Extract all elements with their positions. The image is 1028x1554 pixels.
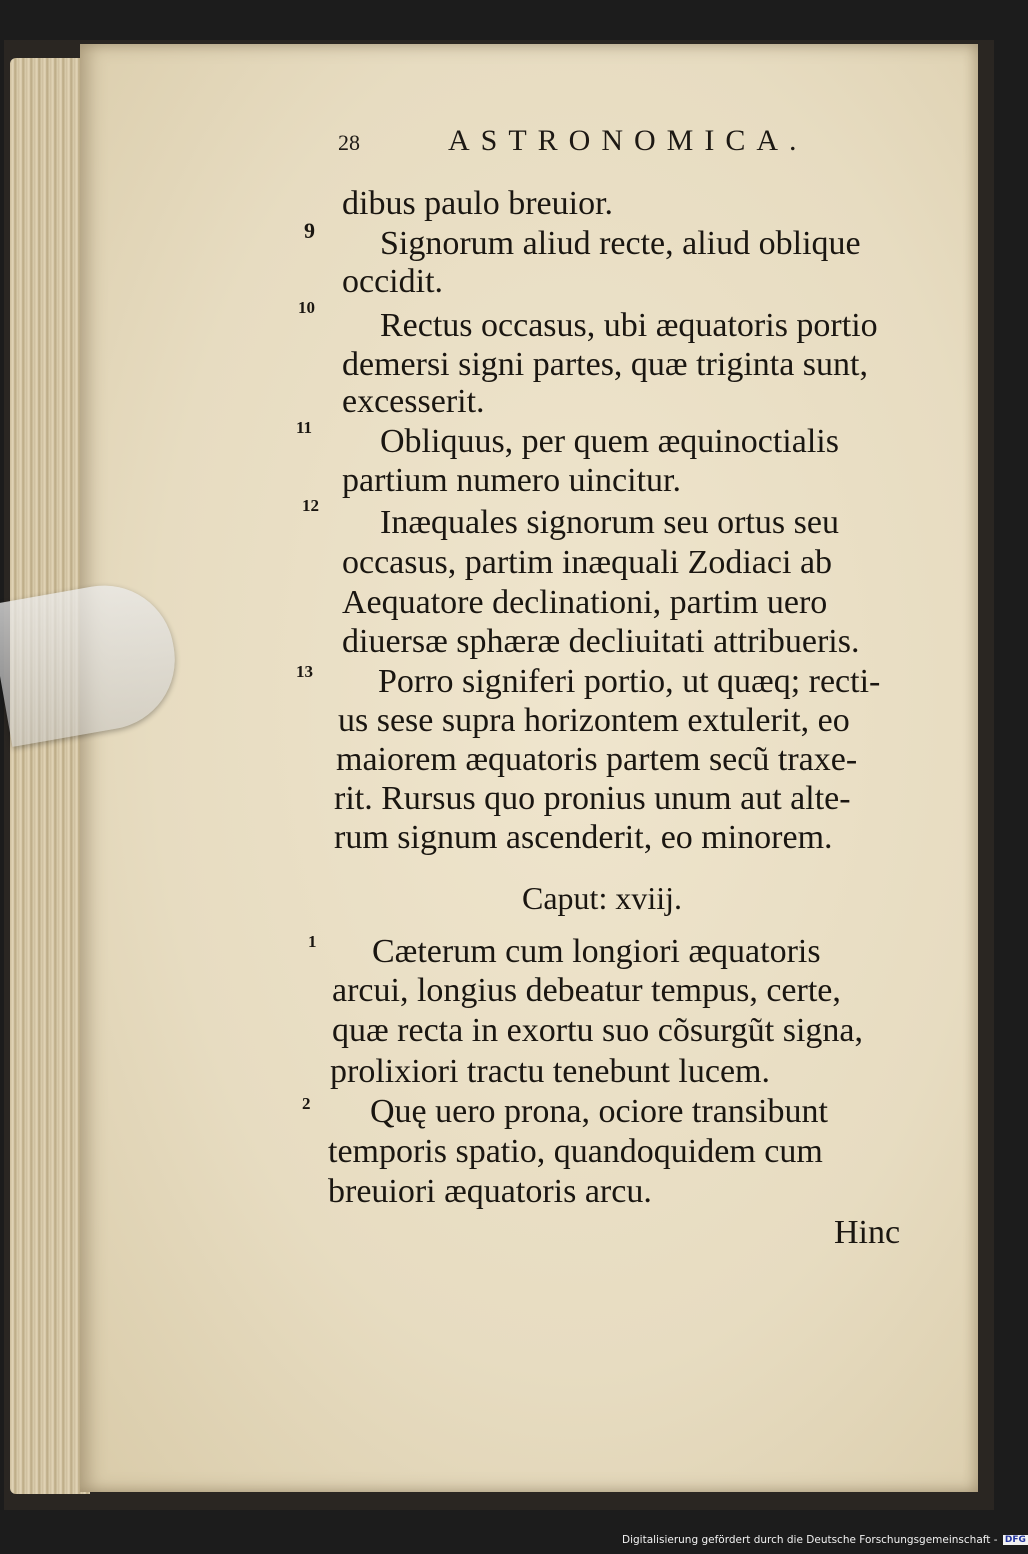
text-line: temporis spatio, quandoquidem cum xyxy=(328,1133,823,1170)
chapter-heading: Caput: xviij. xyxy=(522,880,682,916)
running-head: ASTRONOMICA. xyxy=(448,124,808,157)
text-line: occasus, partim inæquali Zodiaci ab xyxy=(342,544,833,581)
text-line: Porro signiferi portio, ut quæq; recti- xyxy=(378,663,881,700)
text-line: occidit. xyxy=(342,263,444,300)
text-line: demersi signi partes, quæ triginta sunt, xyxy=(342,346,868,383)
text-line: dibus paulo breuior. xyxy=(342,185,614,222)
section-number: 11 xyxy=(296,418,313,437)
section-number: 13 xyxy=(296,662,313,681)
text-line: prolixiori tractu tenebunt lucem. xyxy=(330,1053,770,1090)
text-line: us sese supra horizontem extulerit, eo xyxy=(338,702,850,739)
text-line: quæ recta in exortu suo cõsurgũt signa, xyxy=(332,1012,864,1049)
section-number: 9 xyxy=(304,218,315,243)
text-line: Cæterum cum longiori æquatoris xyxy=(372,933,821,970)
digitization-credit: Digitalisierung gefördert durch die Deutsche Forschungsgemeinschaft - xyxy=(622,1534,998,1546)
page-header xyxy=(330,124,890,164)
text-line: arcui, longius debeatur tempus, certe, xyxy=(332,972,841,1009)
section-number: 2 xyxy=(302,1094,311,1113)
text-line: excesserit. xyxy=(342,383,485,420)
text-line: rit. Rursus quo pronius unum aut alte- xyxy=(334,780,851,817)
text-line: Quę uero prona, ociore transibunt xyxy=(370,1093,828,1130)
section-number: 10 xyxy=(298,298,315,317)
text-line: Aequatore declinationi, partim uero xyxy=(342,584,828,621)
dfg-logo-icon: DFG xyxy=(1004,1535,1026,1545)
page-number: 28 xyxy=(338,130,360,155)
section-number: 1 xyxy=(308,932,317,951)
text-line: Rectus occasus, ubi æquatoris portio xyxy=(380,307,878,344)
text-line: maiorem æquatoris partem secũ traxe- xyxy=(336,741,858,778)
text-line: partium numero uincitur. xyxy=(342,462,681,499)
text-line: breuiori æquatoris arcu. xyxy=(328,1173,652,1210)
text-line: Signorum aliud recte, aliud oblique xyxy=(380,225,861,262)
digitization-footer xyxy=(622,1534,1026,1550)
text-line: Inæquales signorum seu ortus seu xyxy=(380,504,839,541)
catchword: Hinc xyxy=(834,1214,901,1251)
page-edges xyxy=(10,58,90,1494)
text-line: diuersæ sphæræ decliuitati attribueris. xyxy=(342,623,860,660)
text-line: rum signum ascenderit, eo minorem. xyxy=(334,819,833,856)
text-line: Obliquus, per quem æquinoctialis xyxy=(380,423,839,460)
section-number: 12 xyxy=(302,496,319,515)
